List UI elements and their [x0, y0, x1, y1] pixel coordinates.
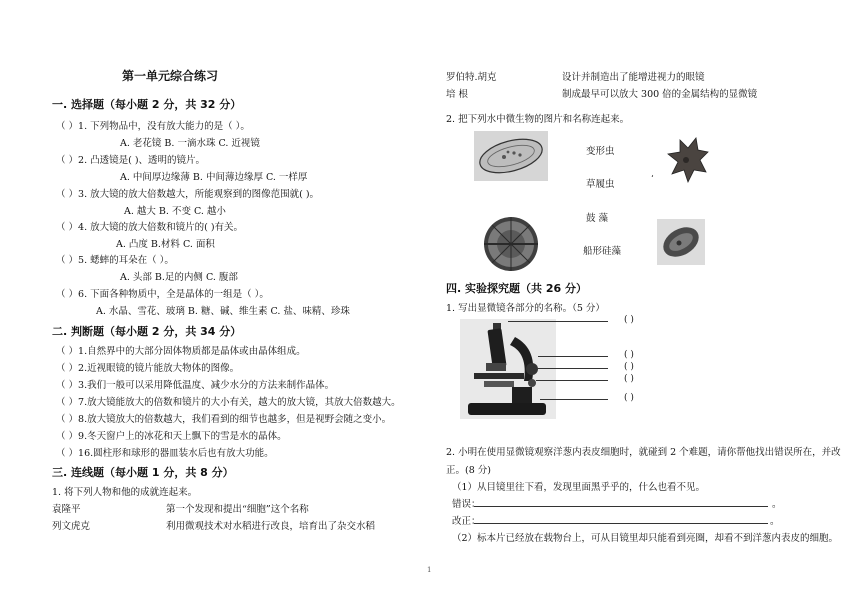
match-person: 培 根 [446, 89, 469, 100]
question-5-options: A. 头部 B.足的内侧 C. 腹部 [120, 272, 238, 283]
error-label: 错误： [452, 499, 481, 510]
label-line [538, 368, 608, 369]
question-5: （ ）5. 蟋蟀的耳朵在（ ）。 [56, 255, 174, 266]
sub-question-2: （2）标本片已经放在载物台上，可从目镜里却只能看到亮圈，却看不到洋葱内表皮的细胞。 [452, 533, 839, 544]
organism-name: 变形虫 [586, 146, 615, 157]
section-1-heading: 一. 选择题（每小题 2 分，共 32 分） [52, 98, 242, 111]
page-number: 1 [427, 566, 432, 574]
question-3-options: A. 越大 B. 不变 C. 越小 [124, 206, 226, 217]
question-4: （ ）4. 放大镜的放大倍数和镜片的( )有关。 [56, 222, 244, 233]
match-person: 列文虎克 [52, 521, 91, 532]
match-achievement: 设计并制造出了能增进视力的眼镜 [562, 72, 705, 83]
paramecium-image [657, 219, 705, 268]
question-1-options: A. 老花镜 B. 一滴水珠 C. 近视镜 [120, 138, 260, 149]
answer-blank[interactable]: ( ) [624, 315, 634, 325]
fix-answer-line[interactable] [474, 523, 768, 524]
judge-item: （ ）2.近视眼镜的镜片能放大物体的图像。 [56, 363, 240, 374]
matching-intro: 1. 将下列人物和他的成就连起来。 [52, 487, 198, 498]
answer-blank[interactable]: ( ) [624, 350, 634, 360]
question-4-options: A. 凸度 B.材料 C. 面积 [116, 239, 215, 250]
answer-blank[interactable]: ( ) [624, 393, 634, 403]
organism-name: 草履虫 [586, 179, 615, 190]
section-4-heading: 四. 实验探究题（共 26 分） [446, 282, 587, 295]
judge-item: （ ）9.冬天窗户上的冰花和天上飘下的雪是水的晶体。 [56, 431, 287, 442]
judge-item: （ ）16.圆柱形和球形的器皿装水后也有放大功能。 [56, 448, 274, 459]
experiment-question-2: 2. 小明在使用显微镜观察洋葱内表皮细胞时，就碰到 2 个难题，请你帮他找出错误所在，并改 [446, 447, 841, 458]
label-line [538, 356, 608, 357]
answer-blank[interactable]: ( ) [624, 362, 634, 372]
organism-name: 鼓 藻 [586, 213, 609, 224]
experiment-question-2-cont: 正。(8 分) [446, 465, 491, 476]
label-line [536, 380, 608, 381]
match-achievement: 利用微观技术对水稻进行改良，培育出了杂交水稻 [166, 521, 376, 532]
sub-question-1: （1）从目镜里往下看，发现里面黑乎乎的，什么也看不见。 [452, 482, 706, 493]
fix-end: 。 [770, 516, 780, 527]
microscope-image [460, 319, 556, 422]
judge-item: （ ）7.放大镜能放大的倍数和镜片的大小有关，越大的放大镜，其放大倍数越大。 [56, 397, 401, 408]
question-1: （ ）1. 下列物品中，没有放大能力的是（ ）。 [56, 121, 250, 132]
error-end: 。 [772, 499, 782, 510]
match-achievement: 第一个发现和提出“细胞”这个名称 [166, 504, 309, 515]
match-achievement: 制成最早可以放大 300 倍的金属结构的显微镜 [562, 89, 758, 100]
section-2-heading: 二. 判断题（每小题 2 分，共 34 分） [52, 325, 242, 338]
label-line [540, 399, 608, 400]
question-6-options: A. 水晶、雪花、玻璃 B. 糖、碱、维生素 C. 盐、味精、珍珠 [96, 306, 350, 317]
amoeba-image [662, 134, 714, 189]
page-title: 第一单元综合练习 [122, 69, 219, 83]
match-person: 罗伯特.胡克 [446, 72, 497, 83]
label-line [508, 321, 608, 322]
error-answer-line[interactable] [474, 506, 768, 507]
question-3: （ ）3. 放大镜的放大倍数越大，所能观察到的图像范围就( )。 [56, 189, 320, 200]
section-3-heading: 三. 连线题（每小题 1 分，共 8 分） [52, 466, 234, 479]
euglena-image [474, 131, 548, 184]
match-person: 袁隆平 [52, 504, 81, 515]
question-6: （ ）6. 下面各种物质中，全是晶体的一组是（ ）。 [56, 289, 269, 300]
organism-name: 船形硅藻 [583, 246, 622, 257]
judge-item: （ ）1.自然界中的大部分固体物质都是晶体或由晶体组成。 [56, 346, 306, 357]
fix-label: 改正： [452, 516, 481, 527]
microscope-question: 1. 写出显微镜各部分的名称。（5 分） [446, 303, 605, 314]
question-2: （ ）2. 凸透镜是( )、透明的镜片。 [56, 155, 206, 166]
judge-item: （ ）8.放大镜放大的倍数越大，我们看到的细节也越多，但是视野会随之变小。 [56, 414, 392, 425]
answer-blank[interactable]: ( ) [624, 374, 634, 384]
question-2-options: A. 中间厚边缘薄 B. 中间薄边缘厚 C. 一样厚 [120, 172, 308, 183]
judge-item: （ ）3.我们一般可以采用降低温度、减少水分的方法来制作晶体。 [56, 380, 335, 391]
organism-question: 2. 把下列水中微生物的图片和名称连起来。 [446, 114, 630, 125]
desmid-image [478, 214, 544, 277]
